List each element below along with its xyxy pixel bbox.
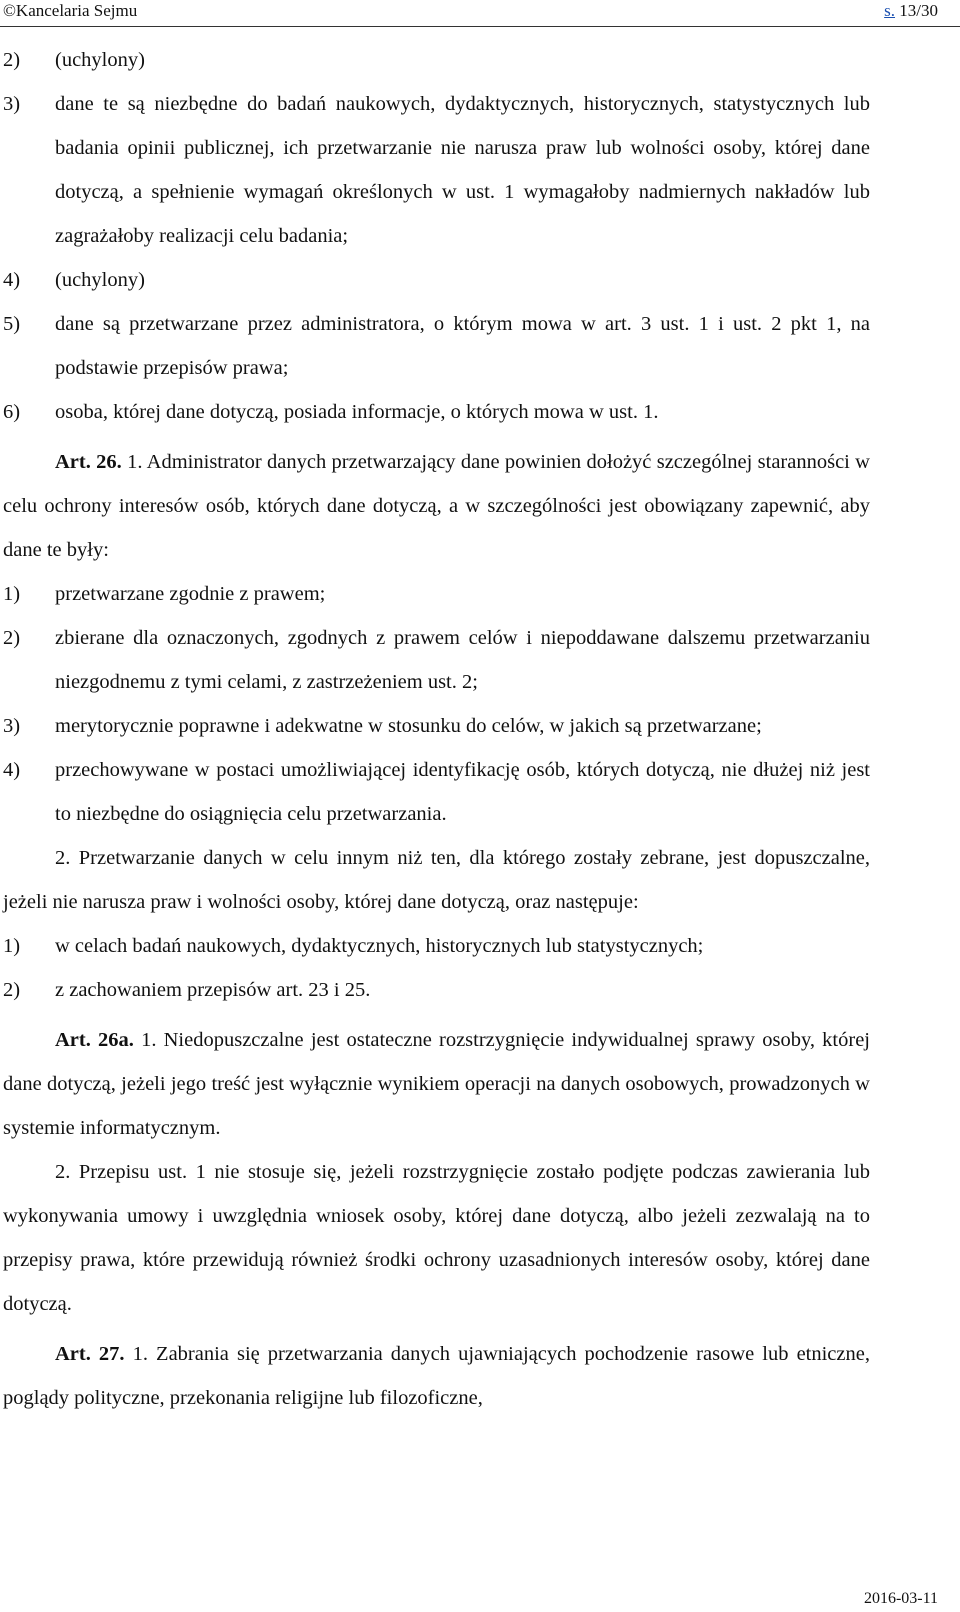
list-item-number: 4) xyxy=(3,759,21,781)
list-item-number: 2) xyxy=(3,979,21,1001)
page-label-link[interactable]: s. xyxy=(884,1,896,20)
list-item xyxy=(3,302,870,390)
list-item xyxy=(3,572,870,616)
footer-date: 2016-03-11 xyxy=(863,1590,938,1607)
list-item-text: dane są przetwarzane przez administratora, o którym mowa w art. 3 ust. 1 i ust. 2 pkt 1, na podstawie przepisów prawa; xyxy=(55,313,870,379)
article-label: Art. 26a. xyxy=(55,1029,134,1051)
list-item-text: (uchylony) xyxy=(55,269,145,291)
article-label: Art. 26. xyxy=(55,451,122,473)
list-item-number: 1) xyxy=(3,935,21,957)
article-26a-paragraph-1 xyxy=(3,1018,870,1150)
list-item-number: 3) xyxy=(3,715,21,737)
page-header xyxy=(0,0,960,27)
list-item-text: (uchylony) xyxy=(55,49,145,71)
copyright-text: ©Kancelaria Sejmu xyxy=(3,1,138,20)
list-item-text: dane te są niezbędne do badań naukowych, dydaktycznych, historycznych, statystycznych lub badania opinii publicznej, ich przetwarzanie nie narusza praw lub wolności osoby, której dane dotyczą, a spełnienie wymagań określonych w ust. 1 wymagałoby nadmiernych nakładów lub zagrażałoby realizacji celu badania; xyxy=(55,93,870,247)
article-text: 1. Zabrania się przetwarzania danych ujawniających pochodzenie rasowe lub etniczne, poglądy polityczne, przekonania religijne lub filozoficzne, xyxy=(3,1343,870,1409)
list-item-text: z zachowaniem przepisów art. 23 i 25. xyxy=(55,979,371,1001)
list-item xyxy=(3,968,870,1012)
list-item-number: 2) xyxy=(3,627,21,649)
list-item xyxy=(3,82,870,258)
article-label: Art. 27. xyxy=(55,1343,125,1365)
list-item xyxy=(3,924,870,968)
list-item-text: w celach badań naukowych, dydaktycznych, historycznych lub statystycznych; xyxy=(55,935,704,957)
list-item xyxy=(3,390,870,434)
list-item-number: 2) xyxy=(3,49,21,71)
article-text: 1. Administrator danych przetwarzający dane powinien dołożyć szczególnej staranności w celu ochrony interesów osób, których dane dotyczą, a w szczególności jest obowiązany zapewnić, aby dane te były: xyxy=(3,451,870,561)
page-number xyxy=(884,1,938,21)
list-item xyxy=(3,704,870,748)
article-text: 1. Niedopuszczalne jest ostateczne rozstrzygnięcie indywidualnej sprawy osoby, której dane dotyczą, jeżeli jego treść jest wyłącznie wynikiem operacji na danych osobowych, prowadzonych w systemie informatycznym. xyxy=(3,1029,870,1139)
list-item xyxy=(3,258,870,302)
list-item xyxy=(3,748,870,836)
list-item-number: 1) xyxy=(3,583,21,605)
document-body xyxy=(3,38,870,1420)
list-item-number: 3) xyxy=(3,93,21,115)
article-27-paragraph-1 xyxy=(3,1332,870,1420)
article-26-paragraph-1 xyxy=(3,440,870,572)
list-item-number: 6) xyxy=(3,401,21,423)
page-count: 13/30 xyxy=(899,1,938,20)
list-item xyxy=(3,38,870,82)
list-item-text: zbierane dla oznaczonych, zgodnych z prawem celów i niepoddawane dalszemu przetwarzaniu niezgodnemu z tymi celami, z zastrzeżeniem ust. 2; xyxy=(55,627,870,693)
article-26-paragraph-2: 2. Przetwarzanie danych w celu innym niż ten, dla którego zostały zebrane, jest dopuszczalne, jeżeli nie narusza praw i wolności osoby, której dane dotyczą, oraz następuje: xyxy=(3,847,870,913)
list-item-number: 4) xyxy=(3,269,21,291)
list-item-number: 5) xyxy=(3,313,21,335)
article-26a-paragraph-2: 2. Przepisu ust. 1 nie stosuje się, jeżeli rozstrzygnięcie zostało podjęte podczas zawierania lub wykonywania umowy i uwzględnia wniosek osoby, której dane dotyczą, albo jeżeli zezwalają na to przepisy prawa, które przewidują również środki ochrony uzasadnionych interesów osoby, której dane dotyczą. xyxy=(3,1161,870,1315)
list-item-text: osoba, której dane dotyczą, posiada informacje, o których mowa w ust. 1. xyxy=(55,401,659,423)
list-item-text: przetwarzane zgodnie z prawem; xyxy=(55,583,326,605)
list-item-text: merytorycznie poprawne i adekwatne w stosunku do celów, w jakich są przetwarzane; xyxy=(55,715,762,737)
list-item-text: przechowywane w postaci umożliwiającej identyfikację osób, których dotyczą, nie dłużej niż jest to niezbędne do osiągnięcia celu przetwarzania. xyxy=(55,759,870,825)
list-item xyxy=(3,616,870,704)
